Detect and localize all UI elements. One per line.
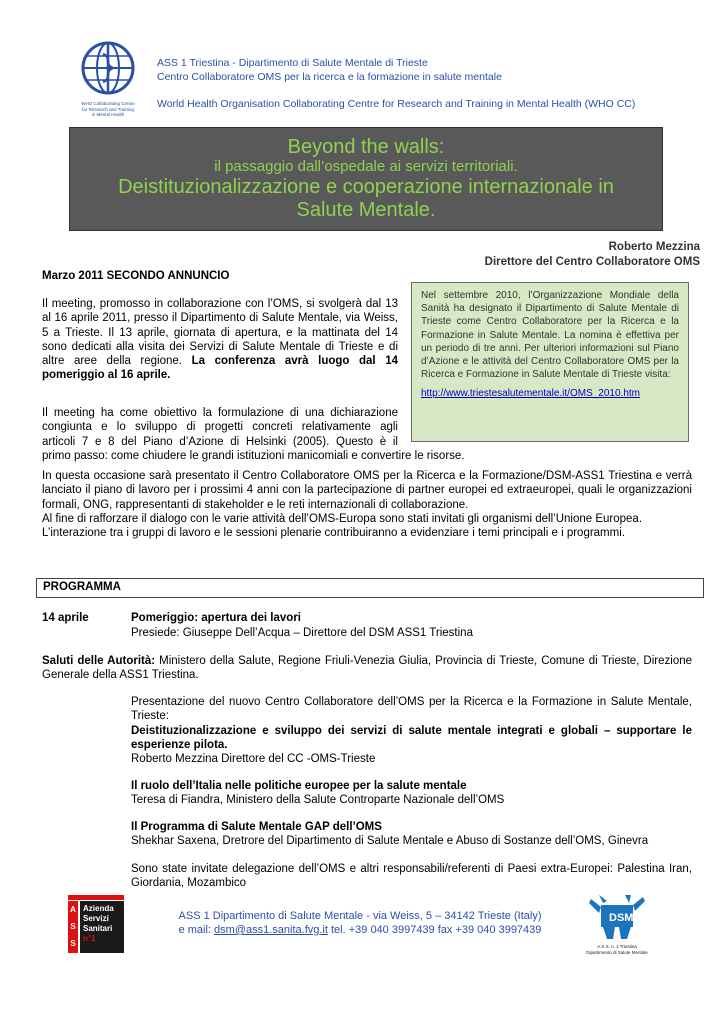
ass-logo-bar bbox=[68, 895, 124, 900]
notice-text: Nel settembre 2010, l’Organizzazione Mondiale della Sanità ha designato il Dipartimento di Salute Mentale di Trieste come Centro Collaboratore per la Ricerca e la Formazione in Salute Mentale. La nomina è effettiva per un periodo di tre anni. Per ulteriori informazioni sul Piano d’Azione e le attività del Centro Collaboratore OMS per la Ricerca e Formazione in Salute Mentale di Trieste visita: bbox=[421, 290, 679, 381]
presentation-intro: Presentazione del nuovo Centro Collaboratore dell’OMS per la Ricerca e la Formazione in Salute Mentale, Trieste: bbox=[131, 696, 692, 723]
dsm-figure-icon bbox=[585, 893, 649, 939]
event-heading-line-1: Deistituzionalizzazione e cooperazione internazionale in bbox=[118, 176, 614, 198]
presentation-block bbox=[131, 695, 692, 766]
event-title: Beyond the walls: bbox=[287, 136, 445, 158]
footer-address: ASS 1 Dipartimento di Salute Mentale - via Weiss, 5 – 34142 Trieste (Italy) bbox=[178, 910, 542, 922]
phone-fax: tel. +39 040 3997439 fax +39 040 3997439 bbox=[327, 924, 542, 936]
saluti-text: Ministero della Salute, Regione Friuli-Venezia Giulia, Provincia di Trieste, Comune di Trieste, Direzione Generale della ASS1 Triestina. bbox=[42, 655, 693, 682]
who-emblem-icon bbox=[78, 40, 138, 96]
italia-speaker: Teresa di Fiandra, Ministero della Salute Controparte Nazionale dell’OMS bbox=[131, 794, 505, 807]
who-logo bbox=[78, 40, 138, 116]
italia-block bbox=[131, 779, 692, 808]
paragraph-line: In questa occasione sarà presentato il Centro Collaboratore OMS per la Ricerca e la Formazione/DSM-ASS1 Triestina e verrà lanciato il piano di lavoro per i prossimi 4 anni con la partecipazione di partner europei ed extraeuropei, quali le organizzazioni formali, ONG, rappresentanti di stakeholder e le reti internazionali di collaborazione. bbox=[42, 470, 692, 511]
logo-caption: WHO Collaborating Centre for Research and Training in Mental Health bbox=[81, 101, 135, 117]
ass-logo-text: Azienda Servizi Sanitari n°1 bbox=[80, 901, 124, 953]
gap-title: Il Programma di Salute Mentale GAP dell’OMS bbox=[131, 821, 382, 833]
footer-contact bbox=[140, 923, 580, 938]
programma-header: PROGRAMMA bbox=[36, 578, 704, 598]
email-label: e mail: bbox=[178, 924, 215, 936]
session-chair: Presiede: Giuseppe Dell’Acqua – Direttore del DSM ASS1 Triestina bbox=[131, 627, 473, 639]
intro-line: congiunta e lo sviluppo di progetti concreti relativamente agli bbox=[42, 421, 398, 434]
dsm-logo-caption: A.S.S. n. 1 Triestina Dipartimento di Salute Mentale bbox=[586, 944, 648, 955]
intro-paragraph-1 bbox=[42, 297, 398, 383]
ass-logo bbox=[68, 895, 124, 953]
session-title: Pomeriggio: apertura dei lavori bbox=[131, 612, 301, 624]
header-line-1: ASS 1 Triestina - Dipartimento di Salute Mentale di Trieste bbox=[157, 57, 428, 69]
intro-line: articoli 7 e 8 del Piano d’Azione di Helsinki (2005). Questo è il bbox=[42, 435, 398, 448]
header-line-2: Centro Collaboratore OMS per la ricerca e la formazione in salute mentale bbox=[157, 71, 502, 83]
intro-line: Il meeting ha come obiettivo la formulazione di una dichiarazione bbox=[42, 407, 398, 419]
italia-title: Il ruolo dell’Italia nelle politiche europee per la salute mentale bbox=[131, 780, 467, 792]
title-box bbox=[69, 127, 663, 231]
notice-link[interactable]: http://www.triestesalutementale.it/OMS_2010.htm bbox=[421, 388, 640, 400]
intro-paragraph-2 bbox=[42, 406, 465, 463]
event-heading-line-2: Salute Mentale. bbox=[296, 199, 436, 221]
paragraph-line: Al fine di rafforzare il dialogo con le varie attività dell’OMS-Europa sono stati invitati gli organismi dell’Unione Europea. bbox=[42, 512, 643, 525]
intro-line: primo passo: come chiudere le grandi istituzioni manicomiali e convertire le risorse. bbox=[42, 449, 465, 462]
paragraph-line: L’interazione tra i gruppi di lavoro e le sessioni plenarie contribuiranno a evidenziare i temi principali e i programmi. bbox=[42, 527, 625, 540]
gap-speaker: Shekhar Saxena, Dretrore del Dipartimento di Salute Mentale e Abuso di Sostanze dell’OMS, Ginevra bbox=[131, 835, 649, 848]
author-role: Direttore del Centro Collaboratore OMS bbox=[484, 256, 700, 268]
ass-logo-letters: A S S bbox=[68, 901, 78, 953]
event-subtitle: il passaggio dall’ospedale ai servizi territoriali. bbox=[214, 158, 518, 175]
session-date: 14 aprile bbox=[42, 612, 89, 624]
presentation-title: Deistituzionalizzazione e sviluppo dei servizi di salute mentale integrati e globali – supportare le esperienze pilota. bbox=[131, 724, 692, 751]
author-name: Roberto Mezzina bbox=[608, 241, 700, 253]
gap-block bbox=[131, 820, 692, 849]
saluti-label: Saluti delle Autorità: bbox=[42, 655, 156, 667]
presentation-speaker: Roberto Mezzina Direttore del CC -OMS-Trieste bbox=[131, 753, 376, 766]
full-paragraph bbox=[42, 469, 692, 540]
intro-bold-text: La conferenza avrà luogo dal 14 pomeriggio al 16 aprile. bbox=[42, 355, 398, 382]
announcement-heading: Marzo 2011 SECONDO ANNUNCIO bbox=[42, 270, 230, 282]
saluti-paragraph bbox=[42, 654, 692, 683]
email-link[interactable]: dsm@ass1.sanita.fvg.it bbox=[214, 924, 328, 936]
header-line-3: World Health Organisation Collaborating Centre for Research and Training in Mental Health (WHO CC) bbox=[157, 98, 636, 110]
svg-text:DSM: DSM bbox=[609, 912, 634, 924]
invited-paragraph: Sono state invitate delegazione dell’OMS e altri responsabili/referenti di Paesi extra-Europei: Palestina Iran, Giordania, Mozambico bbox=[131, 863, 692, 890]
intro-text: Il meeting, promosso in collaborazione con l’OMS, si svolgerà dal 13 al 16 aprile 2011, presso il Dipartimento di Salute Mentale, via Weiss, 5 a Trieste. Il 13 aprile, giornata di apertura, e la mattinata del 14 sono dedicati alla visita dei Servizi di Salute Mentale di Trieste e di altre aree della regione. bbox=[42, 298, 398, 368]
dsm-logo bbox=[585, 893, 649, 955]
notice-box bbox=[411, 282, 689, 442]
